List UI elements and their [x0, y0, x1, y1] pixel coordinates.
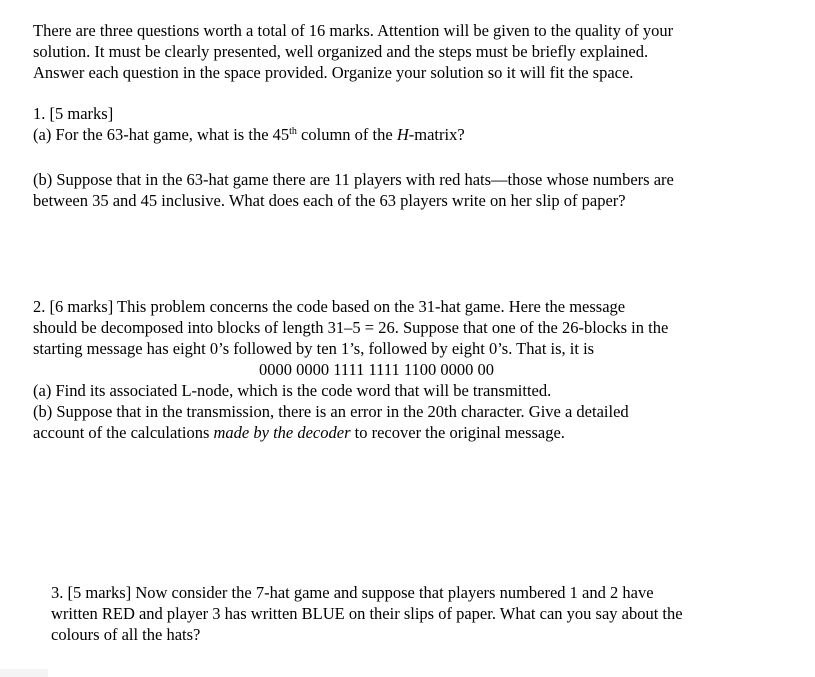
bit-string: 0000 0000 1111 1111 1100 0000 00: [259, 360, 494, 379]
question-1a-text-middle: column of the: [296, 125, 397, 144]
emphasis-text: made by the decoder: [213, 423, 351, 442]
question-1b-line: (b) Suppose that in the 63-hat game there are 11 players with red hats—those whose numbers are: [33, 170, 674, 189]
question-1b-line: between 35 and 45 inclusive. What does each of the 63 players write on her slip of paper?: [33, 191, 626, 210]
question-2b-line: [33, 422, 795, 443]
question-3-line: written RED and player 3 has written BLUE on their slips of paper. What can you say about the: [51, 604, 683, 623]
question-2a: (a) Find its associated L-node, which is the code word that will be transmitted.: [33, 381, 552, 400]
question-2-line: 2. [6 marks] This problem concerns the code based on the 31-hat game. Here the message: [33, 297, 626, 316]
question-1a-text-end: -matrix?: [408, 125, 465, 144]
question-2b-text-end: to recover the original message.: [350, 423, 565, 442]
instructions: [33, 20, 795, 83]
matrix-symbol: H: [396, 125, 409, 144]
question-2b-text-start: account of the calculations: [33, 423, 214, 442]
question-2-line: should be decomposed into blocks of length 31–5 = 26. Suppose that one of the 26-blocks in the: [33, 318, 669, 337]
question-2: [33, 296, 795, 443]
question-2b-line: (b) Suppose that in the transmission, there is an error in the 20th character. Give a detailed: [33, 402, 629, 421]
question-1-header: 1. [5 marks]: [33, 104, 114, 123]
scan-artifact: [0, 669, 48, 677]
question-2-line: starting message has eight 0’s followed by ten 1’s, followed by eight 0’s. That is, it is: [33, 339, 595, 358]
question-1b: [33, 169, 795, 211]
instructions-line: There are three questions worth a total of 16 marks. Attention will be given to the quality of your: [33, 21, 674, 40]
instructions-line: solution. It must be clearly presented, well organized and the steps must be briefly explained.: [33, 42, 649, 61]
instructions-line: Answer each question in the space provided. Organize your solution so it will fit the space.: [33, 63, 634, 82]
question-1: [33, 103, 795, 145]
question-1a-text-start: (a) For the 63-hat game, what is the 45: [33, 125, 290, 144]
question-1a: [33, 124, 795, 145]
question-3-line: 3. [5 marks] Now consider the 7-hat game and suppose that players numbered 1 and 2 have: [51, 583, 654, 602]
question-3-line: colours of all the hats?: [51, 625, 201, 644]
question-3: [51, 582, 795, 645]
ordinal-suffix: th: [289, 126, 297, 137]
